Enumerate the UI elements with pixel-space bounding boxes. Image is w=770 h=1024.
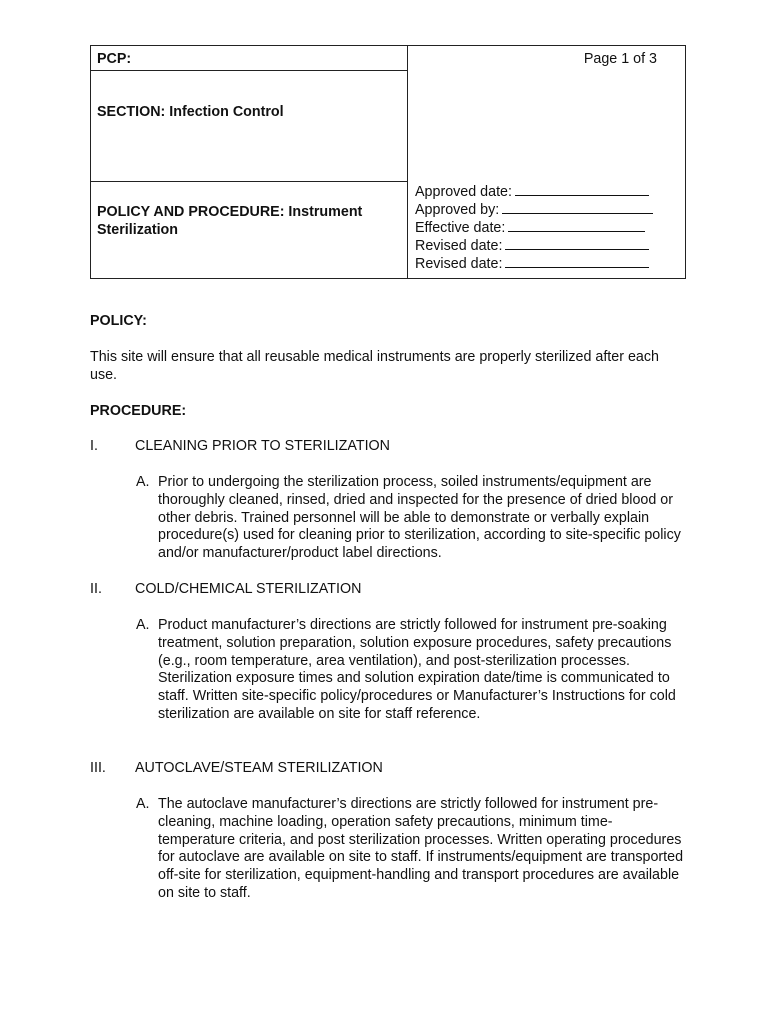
table-divider-vertical bbox=[407, 46, 408, 278]
section-title: SECTION: Infection Control bbox=[97, 104, 284, 120]
approved-by-label: Approved by: bbox=[415, 202, 500, 218]
revised-date-blank-2 bbox=[505, 254, 649, 268]
effective-date-blank bbox=[508, 218, 645, 232]
effective-date-label: Effective date: bbox=[415, 220, 506, 236]
approved-by-blank bbox=[502, 200, 653, 214]
revised-date-row-2 bbox=[415, 254, 653, 272]
policy-text: This site will ensure that all reusable medical instruments are properly sterilized after each use. bbox=[90, 349, 659, 383]
section-numeral: II. bbox=[90, 581, 102, 597]
item-text: Prior to undergoing the sterilization process, soiled instruments/equipment are thoroughly cleaned, rinsed, dried and inspected for the presence of dried blood or other debris. Trained personnel will be able to demonstrate or verbally explain procedure(s) used for cleaning prior to sterilization, according to site-specific policy and/or manufacturer/product label directions. bbox=[158, 474, 681, 562]
procedure-heading: PROCEDURE: bbox=[90, 403, 187, 419]
section-heading: AUTOCLAVE/STEAM STERILIZATION bbox=[135, 760, 383, 776]
pcp-label: PCP: bbox=[97, 51, 132, 67]
procedure-item bbox=[136, 796, 686, 903]
revised-date-blank-1 bbox=[505, 236, 649, 250]
approved-date-label: Approved date: bbox=[415, 184, 512, 200]
revised-date-label-2: Revised date: bbox=[415, 256, 503, 272]
approved-by-row bbox=[415, 200, 653, 218]
effective-date-row bbox=[415, 218, 653, 236]
item-text: Product manufacturer’s directions are strictly followed for instrument pre-soaking treatment, solution preparation, solution exposure procedures, safety precautions (e.g., room temperature, area ventilation), and post-sterilization processes. Sterilization exposure times and solution expiration date/time is communicated to staff. Written site-specific policy/procedures or Manufacturer’s Instructions for cold sterilization are available on site for staff reference. bbox=[158, 617, 676, 722]
approval-dates bbox=[415, 182, 653, 272]
procedure-item bbox=[136, 617, 686, 724]
procedure-item bbox=[136, 474, 686, 563]
approved-date-blank bbox=[515, 182, 649, 196]
section-heading: COLD/CHEMICAL STERILIZATION bbox=[135, 581, 362, 597]
header-table bbox=[90, 45, 686, 279]
policy-heading: POLICY: bbox=[90, 313, 147, 329]
section-heading: CLEANING PRIOR TO STERILIZATION bbox=[135, 438, 391, 454]
item-letter: A. bbox=[136, 796, 150, 812]
policy-procedure-title: POLICY AND PROCEDURE: Instrument Sterilization bbox=[97, 204, 363, 238]
table-divider-row1 bbox=[91, 70, 407, 71]
section-numeral: I. bbox=[90, 438, 98, 454]
item-letter: A. bbox=[136, 617, 150, 633]
revised-date-row-1 bbox=[415, 236, 653, 254]
approved-date-row bbox=[415, 182, 653, 200]
item-letter: A. bbox=[136, 474, 150, 490]
revised-date-label-1: Revised date: bbox=[415, 238, 503, 254]
table-divider-row2 bbox=[91, 181, 407, 182]
page-number: Page 1 of 3 bbox=[583, 51, 657, 67]
item-text: The autoclave manufacturer’s directions are strictly followed for instrument pre-cleaning, machine loading, operation safety precautions, minimum time-temperature criteria, and post sterilization processes. Written operating procedures for autoclave are available on site to staff. If instruments/equipment are transported off-site for sterilization, equipment-handling and transport procedures are available on site to staff. bbox=[158, 796, 684, 901]
section-numeral: III. bbox=[90, 760, 106, 776]
